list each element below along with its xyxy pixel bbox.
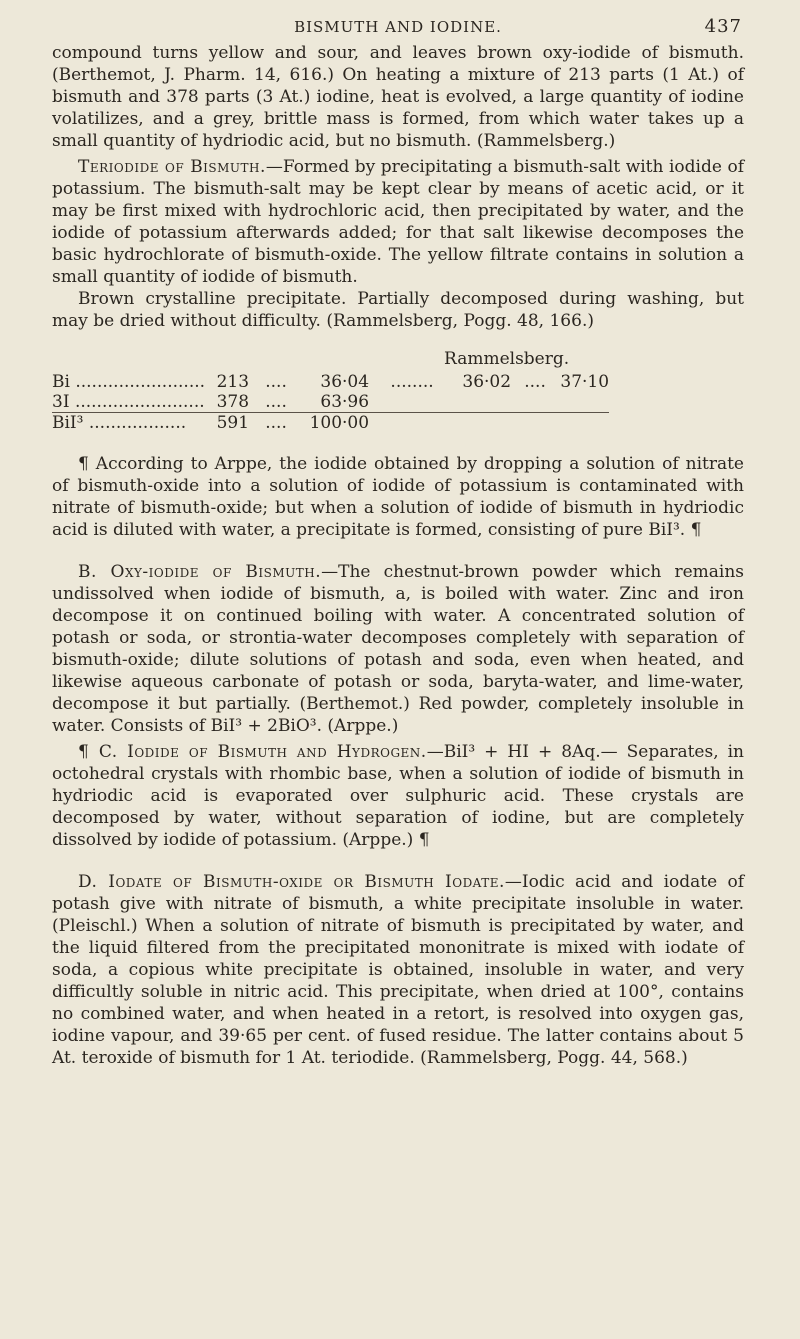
section-title-teriodide: Teriodide of Bismuth.	[78, 157, 266, 177]
table-row	[52, 372, 609, 392]
dot-leader: ....	[249, 413, 303, 434]
dot-leader: ........................	[75, 372, 206, 392]
dot-leader: ....	[524, 372, 546, 392]
dot-leader: ........................	[74, 392, 205, 412]
paragraph-arppe: ¶ According to Arppe, the iodide obtained by dropping a solution of nitrate of bismuth-oxide into a solution of iodide of potassium is contaminated with nitrate of bismuth-oxide; but when a solution of iodide of bismuth in hydriodic acid is diluted with water, a precipitate is formed, consisting of pure BiI³. ¶	[52, 454, 744, 540]
paragraph-iodide-hydrogen	[52, 741, 744, 851]
percent-value: 36·04	[320, 372, 370, 392]
dot-leader: ....	[265, 392, 287, 412]
atom-weight: 378	[216, 392, 250, 412]
table-row	[52, 392, 609, 413]
table-row-total	[52, 413, 609, 434]
paragraph-teriodide	[52, 156, 744, 288]
dot-leader	[369, 392, 455, 413]
found-value-1: 36·02	[462, 372, 512, 392]
paragraph-oxy-iodide-text: —The chestnut-brown powder which remains undissolved when iodide of bismuth, a, is boiled with water. Zinc and iron decompose it on continued boiling with water. A concentrated solution of potash or soda, or strontia-water decomposes completely with separation of bismuth-oxide; dilute solutions of potash and soda, even when heated, and likewise aqueous carbonate of potash or soda, baryta-water, and lime-water, decompose it but partially. (Berthemot.) Red powder, completely insoluble in water. Consists of BiI³ + 2BiO³. (Arppe.)	[52, 562, 744, 736]
running-title: BISMUTH AND IODINE.	[294, 18, 502, 36]
page-number: 437	[704, 16, 742, 37]
dot-leader	[511, 413, 559, 434]
paragraph-teriodide-text: —Formed by precipitating a bismuth-salt with iodide of potassium. The bismuth-salt may be kept clear by means of acetic acid, or it may be first mixed with hydrochloric acid, then precipitated by water, and the iodide of potassium afterwards added; for that salt likewise decomposes the basic hydrochlorate of bismuth-oxide. The yellow filtrate contains in solution a small quantity of iodide of bismuth.	[52, 157, 744, 287]
found-value-2: 37·10	[560, 372, 610, 392]
percent-value: 63·96	[320, 392, 370, 412]
paragraph-continuation: compound turns yellow and sour, and leaves brown oxy-iodide of bismuth. (Berthemot, J. Pharm. 14, 616.) On heating a mixture of 213 parts (1 At.) of bismuth and 378 parts (3 At.) iodine, heat is evolved, a large quantity of iodine volatilizes, and a grey, brittle mass is formed, from which water takes up a small quantity of hydriodic acid, but no bismuth. (Rammelsberg.)	[52, 43, 744, 151]
atom-weight: 591	[205, 413, 249, 434]
found-value-2	[559, 392, 609, 413]
paragraph-brown-precipitate: Brown crystalline precipitate. Partially decomposed during washing, but may be dried without difficulty. (Rammelsberg, Pogg. 48, 166.)	[52, 289, 744, 331]
formula-label: BiI³	[52, 413, 84, 433]
analysis-table	[52, 372, 609, 433]
element-label: Bi	[52, 372, 70, 392]
section-title-iodate: D. Iodate of Bismuth-oxide or Bismuth Iodate.	[78, 872, 505, 892]
paragraph-iodide-hydrogen-text: —BiI³ + HI + 8Aq.— Separates, in octohedral crystals with rhombic base, when a solution of iodide of bismuth in hydriodic acid is evaporated over sulphuric acid. These crystals are decomposed by water, without separation of iodine, but are completely dissolved by iodide of potassium. (Arppe.) ¶	[52, 742, 745, 850]
section-title-iodide-hydrogen: ¶ C. Iodide of Bismuth and Hydrogen.	[78, 742, 427, 762]
paragraph-iodate-text: —Iodic acid and iodate of potash give with nitrate of bismuth, a white precipitate insoluble in water. (Pleischl.) When a solution of nitrate of bismuth is precipitated by water, and the liquid filtered from the precipitated mononitrate is mixed with iodate of soda, a copious white precipitate is obtained, insoluble in water, and very difficultly soluble in nitric acid. This precipitate, when dried at 100°, contains no combined water, and when heated in a retort, is resolved into oxygen gas, iodine vapour, and 39·65 per cent. of fused residue. The latter contains about 5 At. teroxide of bismuth for 1 At. teriodide. (Rammelsberg, Pogg. 44, 568.)	[52, 872, 744, 1068]
dot-leader: ..................	[88, 413, 187, 433]
dot-leader	[369, 413, 455, 434]
paragraph-iodate	[52, 871, 744, 1069]
found-value-1	[455, 413, 511, 434]
dot-leader: ....	[265, 372, 287, 392]
page-header	[52, 12, 744, 42]
paragraph-oxy-iodide	[52, 561, 744, 737]
atom-weight: 213	[216, 372, 250, 392]
dot-leader	[511, 392, 559, 413]
found-value-2	[559, 413, 609, 434]
section-title-oxy-iodide: B. Oxy-iodide of Bismuth.	[78, 562, 322, 582]
element-label: 3I	[52, 392, 70, 412]
percent-value: 100·00	[303, 413, 369, 434]
found-value-1	[455, 392, 511, 413]
analysis-heading: Rammelsberg.	[444, 349, 570, 369]
dot-leader: ........	[390, 372, 434, 392]
